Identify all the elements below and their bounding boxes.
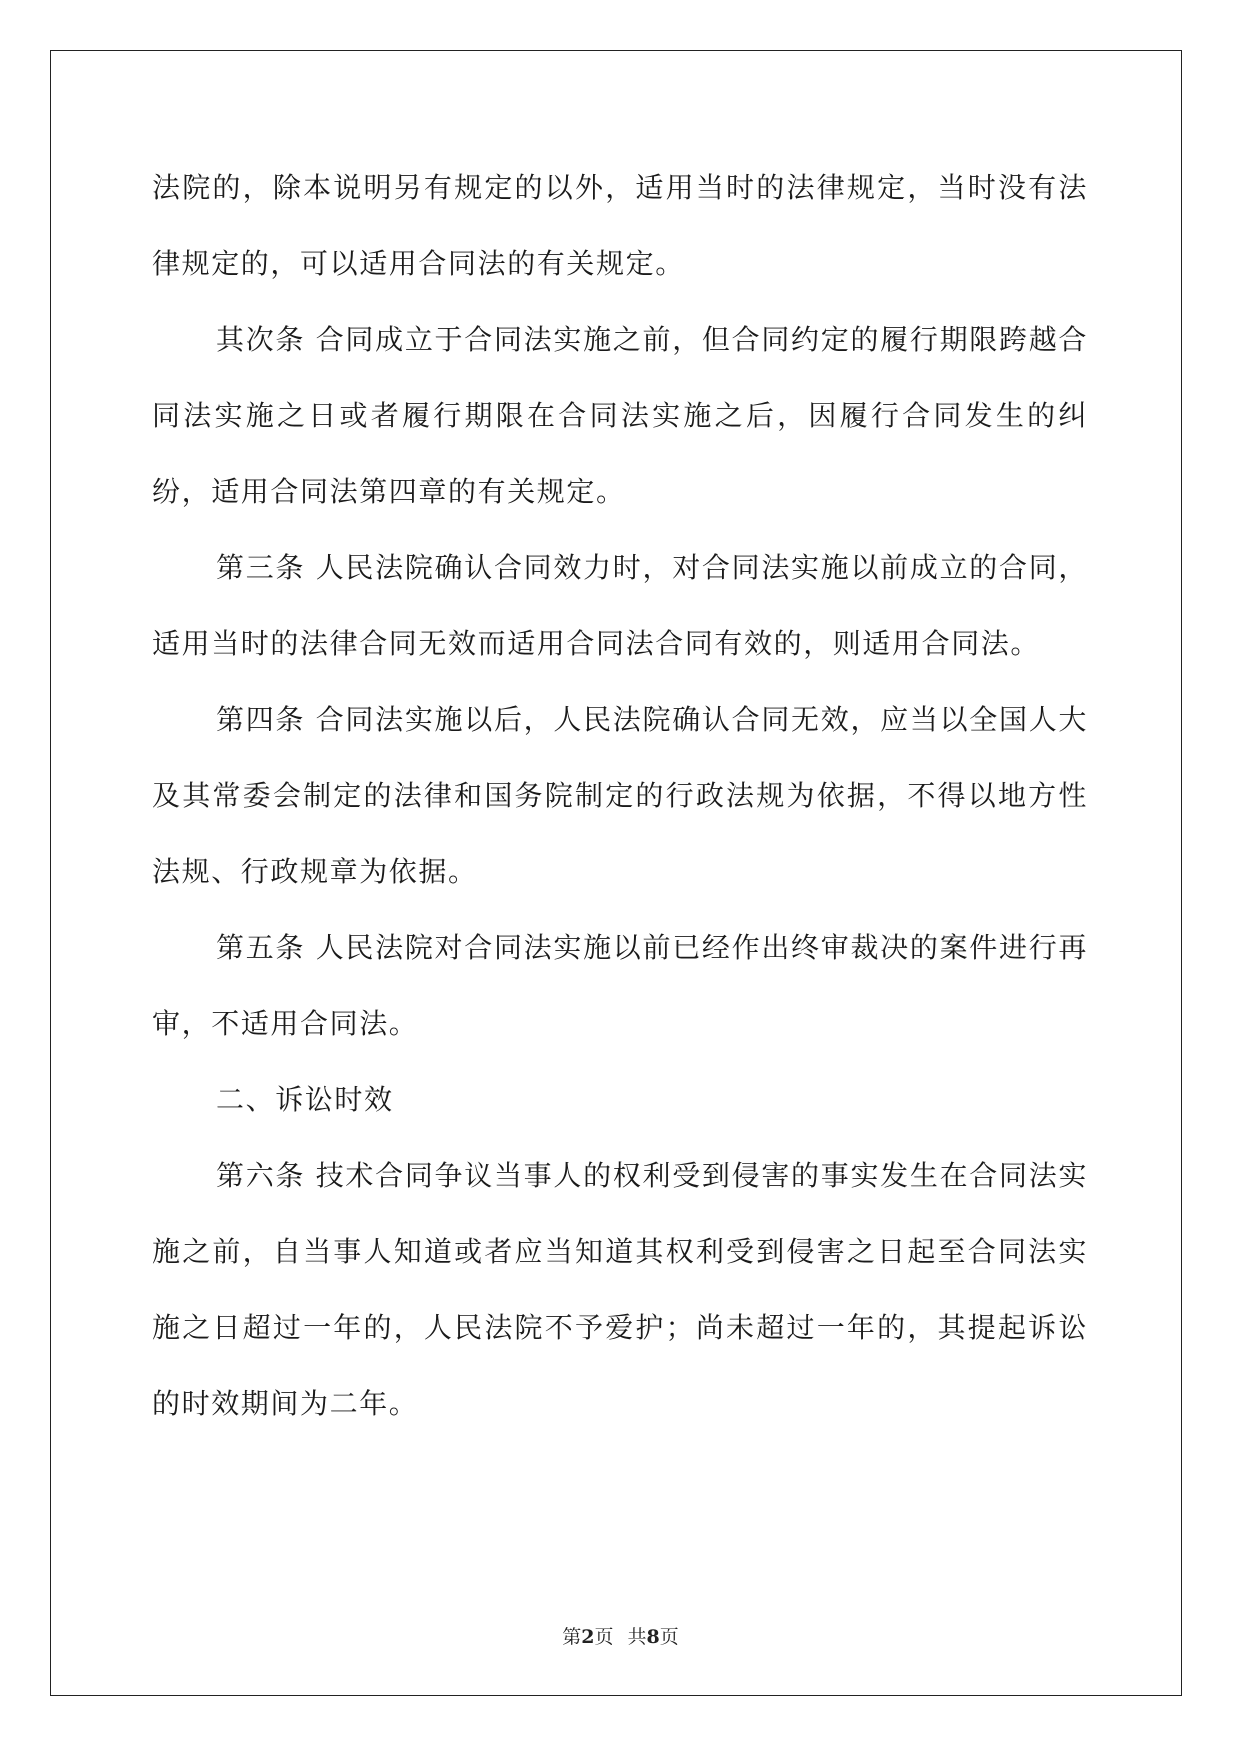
page-footer	[0, 1622, 1241, 1649]
paragraph: 法院的，除本说明另有规定的以外，适用当时的法律规定，当时没有法律规定的，可以适用合同法的有关规定。	[152, 171, 1088, 280]
page-number: 2	[581, 1626, 595, 1648]
total-label-prefix: 共	[627, 1626, 647, 1648]
paragraph: 第五条 人民法院对合同法实施以前已经作出终审裁决的案件进行再审，不适用合同法。	[152, 931, 1088, 1040]
document-body	[152, 150, 1088, 1442]
page-label-prefix: 第	[562, 1626, 582, 1648]
paragraph: 其次条 合同成立于合同法实施之前，但合同约定的履行期限跨越合同法实施之日或者履行期限在合同法实施之后，因履行合同发生的纠纷，适用合同法第四章的有关规定。	[152, 323, 1088, 508]
paragraph: 第三条 人民法院确认合同效力时，对合同法实施以前成立的合同，适用当时的法律合同无效而适用合同法合同有效的，则适用合同法。	[152, 551, 1088, 660]
total-pages: 8	[646, 1626, 660, 1648]
page-label-suffix: 页	[594, 1626, 614, 1648]
paragraph: 第四条 合同法实施以后，人民法院确认合同无效，应当以全国人大及其常委会制定的法律和国务院制定的行政法规为依据，不得以地方性法规、行政规章为依据。	[152, 703, 1088, 888]
section-heading: 二、诉讼时效	[216, 1083, 394, 1116]
total-label-suffix: 页	[659, 1626, 679, 1648]
paragraph: 第六条 技术合同争议当事人的权利受到侵害的事实发生在合同法实施之前，自当事人知道或者应当知道其权利受到侵害之日起至合同法实施之日超过一年的，人民法院不予爱护；尚未超过一年的，其提起诉讼的时效期间为二年。	[152, 1159, 1088, 1420]
